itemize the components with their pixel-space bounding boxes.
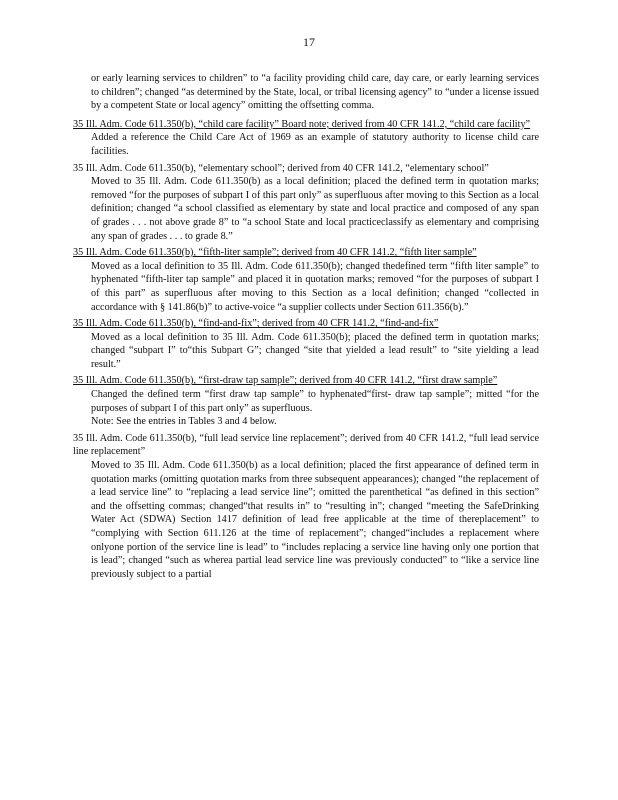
entry-elementary-school (73, 162, 539, 244)
entry-body: Moved as a local definition to 35 Ill. Adm. Code 611.350(b); changed thedefined term “fifth liter sample” to hyphenated “fifth-liter tap sample” and placed it in quotation marks; removed “for the purposes of subpart I of this part” as superfluous after moving to this Section as a local definition; changed “collected in accordance with § 141.86(b)” to active-voice “a supplier collects under Section 611.356(b).” (91, 260, 539, 313)
entry-child-care-facility (73, 118, 539, 159)
document-content (73, 72, 539, 584)
entry-heading: 35 Ill. Adm. Code 611.350(b), “full lead service line replacement”; derived from 40 CFR 141.2, “full lead service line replacement” (73, 432, 539, 458)
entry-body: Added a reference the Child Care Act of 1969 as an example of statutory authority to license child care facilities. (91, 132, 539, 157)
entry-body: Moved to 35 Ill. Adm. Code 611.350(b) as a local definition; placed the first appearance of defined term in quotation marks (omitting quotation marks from three subsequent appearances); changed “the replacement of a lead service line” to “replacing a lead service line”; omitted the parenthetical “as defined in this section” and the offsetting commas; changed“that results in” to “resulting in”; changed “meeting the SafeDrinking Water Act (SDWA) Section 1417 definition of lead free applicable at the time of thereplacement” to “complying with Section 611.126 at the time of replacement”; changed“includes a replacement where onlyone portion of the service line is lead” to “includes replacing a service line having only one portion that is lead”; changed “such as wherea partial lead service line was previously conducted” to “like a service line previously subject to a partial (91, 460, 539, 580)
continued-paragraph: or early learning services to children” to “a facility providing child care, day care, or early learning services to children”; changed “as determined by the State, local, or tribal licensing agency” to “under a license issued by a competent State or local agency” omitting the offsetting comma. (91, 73, 539, 112)
page-number: 17 (303, 35, 315, 49)
entry-heading: 35 Ill. Adm. Code 611.350(b), “find-and-fix”; derived from 40 CFR 141.2, “find-and-fix” (73, 318, 439, 330)
entry-full-lead-service-line-replacement (73, 432, 539, 582)
entry-heading: 35 Ill. Adm. Code 611.350(b), “fifth-liter sample”; derived from 40 CFR 141.2, “fifth liter sample” (73, 247, 477, 259)
entry-heading: 35 Ill. Adm. Code 611.350(b), “first-draw tap sample”; derived from 40 CFR 141.2, “first draw sample” (73, 375, 498, 387)
entry-body: Moved to 35 Ill. Adm. Code 611.350(b) as a local definition; placed the defined term in quotation marks; removed “for the purposes of subpart I of this part only” as superfluous after moving to this Section as a local definition; changed “a school classified as elementary by state and local practice and composed of any span of grades . . . not above grade 8” to “a school State and local practiceclassify as elementary and comprising any span of grades . . . to grade 8.” (91, 176, 539, 242)
entry-fifth-liter-sample (73, 246, 539, 314)
entry-heading: 35 Ill. Adm. Code 611.350(b), “child care facility” Board note; derived from 40 CFR 141.2, “child care facility” (73, 118, 531, 130)
entry-first-draw-tap-sample (73, 374, 539, 428)
entry-body: Changed the defined term “first draw tap sample” to hyphenated“first- draw tap sample”; mitted “for the purposes of subpart I of this part only” as superfluous. (91, 389, 539, 414)
entry-body: Moved as a local definition to 35 Ill. Adm. Code 611.350(b); placed the defined term in quotation marks; changed “subpart I” to“this Subpart G”; changed “site that yielded a lead result” to “site yielding a lead result.” (91, 331, 539, 370)
entry-find-and-fix (73, 317, 539, 371)
entry-note: Note: See the entries in Tables 3 and 4 below. (91, 416, 277, 428)
entry-heading: 35 Ill. Adm. Code 611.350(b), “elementary school”; derived from 40 CFR 141.2, “elementary school” (73, 162, 489, 174)
